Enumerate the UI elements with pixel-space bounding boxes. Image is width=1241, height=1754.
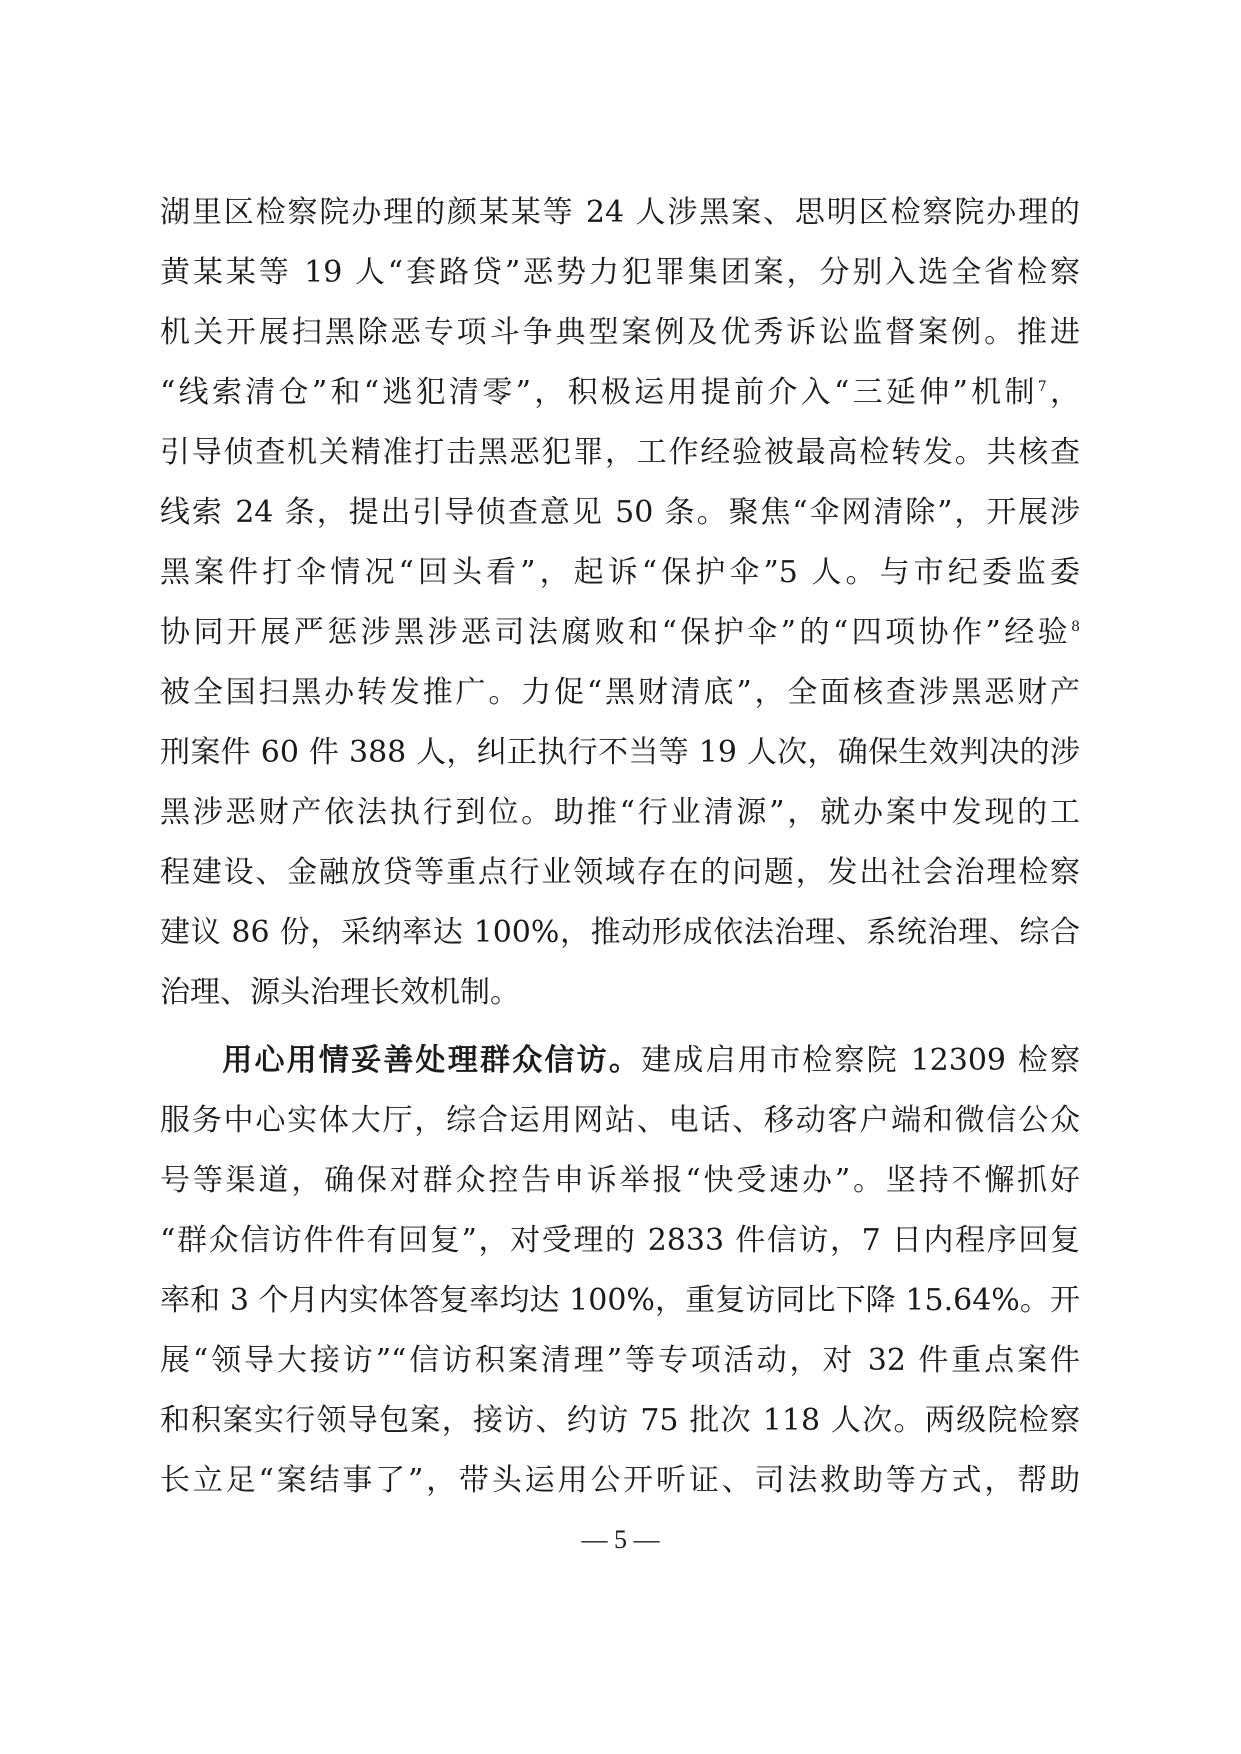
body-text-line: 黑案件打伞情况“回头看”，起诉“保护伞”5 人。与市纪委监委 — [160, 555, 1080, 590]
body-text-line: 展“领导大接访”“信访积案清理”等专项活动，对 32 件重点案件 — [160, 1343, 1080, 1378]
body-text-line — [160, 613, 1080, 653]
footnote-ref: 8 — [1071, 619, 1080, 635]
body-text-line: 长立足“案结事了”，带头运用公开听证、司法救助等方式，帮助 — [160, 1463, 1080, 1498]
body-text-line: 号等渠道，确保对群众控告申诉举报“快受速办”。坚持不懈抓好 — [160, 1163, 1080, 1198]
body-text-line: “群众信访件件有回复”，对受理的 2833 件信访，7 日内程序回复 — [160, 1223, 1080, 1258]
body-text-line: 机关开展扫黑除恶专项斗争典型案例及优秀诉讼监督案例。推进 — [160, 315, 1080, 350]
body-text-segment: “线索清仓”和“逃犯清零”，积极运用提前介入“三延伸”机制 — [160, 375, 1038, 410]
body-text-line: 治理、源头治理长效机制。 — [160, 975, 520, 1010]
body-text-segment: 协同开展严惩涉黑涉恶司法腐败和“保护伞”的“四项协作”经验 — [160, 615, 1072, 650]
body-text-line: 服务中心实体大厅，综合运用网站、电话、移动客户端和微信公众 — [160, 1103, 1080, 1138]
body-text-line: 刑案件 60 件 388 人，纠正执行不当等 19 人次，确保生效判决的涉 — [160, 735, 1080, 770]
page-number: — 5 — — [581, 1525, 660, 1554]
body-text-line: 率和 3 个月内实体答复率均达 100%，重复访同比下降 15.64%。开 — [160, 1283, 1080, 1318]
body-text-line: 黄某某等 19 人“套路贷”恶势力犯罪集团案，分别入选全省检察 — [160, 255, 1080, 290]
body-text-line: 和积案实行领导包案，接访、约访 75 批次 118 人次。两级院检察 — [160, 1403, 1080, 1438]
body-text-line — [160, 373, 1080, 413]
body-text-line: 被全国扫黑办转发推广。力促“黑财清底”，全面核查涉黑恶财产 — [160, 675, 1080, 710]
body-text-line: 湖里区检察院办理的颜某某等 24 人涉黑案、思明区检察院办理的 — [160, 195, 1080, 230]
body-text-segment: ， — [1046, 375, 1081, 410]
body-text-line: 黑涉恶财产依法执行到位。助推“行业清源”，就办案中发现的工 — [160, 795, 1080, 830]
paragraph-lead-heading: 用心用情妥善处理群众信访。 — [220, 1043, 642, 1078]
body-text-line: 引导侦查机关精准打击黑恶犯罪，工作经验被最高检转发。共核查 — [160, 435, 1080, 470]
body-text-line: 程建设、金融放贷等重点行业领域存在的问题，发出社会治理检察 — [160, 855, 1080, 890]
body-text-segment: 建成启用市检察院 12309 检察 — [641, 1043, 1080, 1078]
body-text-line — [160, 1041, 1080, 1081]
body-text-line: 建议 86 份，采纳率达 100%，推动形成依法治理、系统治理、综合 — [160, 915, 1080, 950]
footnote-ref: 7 — [1037, 379, 1047, 395]
body-text-line: 线索 24 条，提出引导侦查意见 50 条。聚焦“伞网清除”，开展涉 — [160, 495, 1080, 530]
